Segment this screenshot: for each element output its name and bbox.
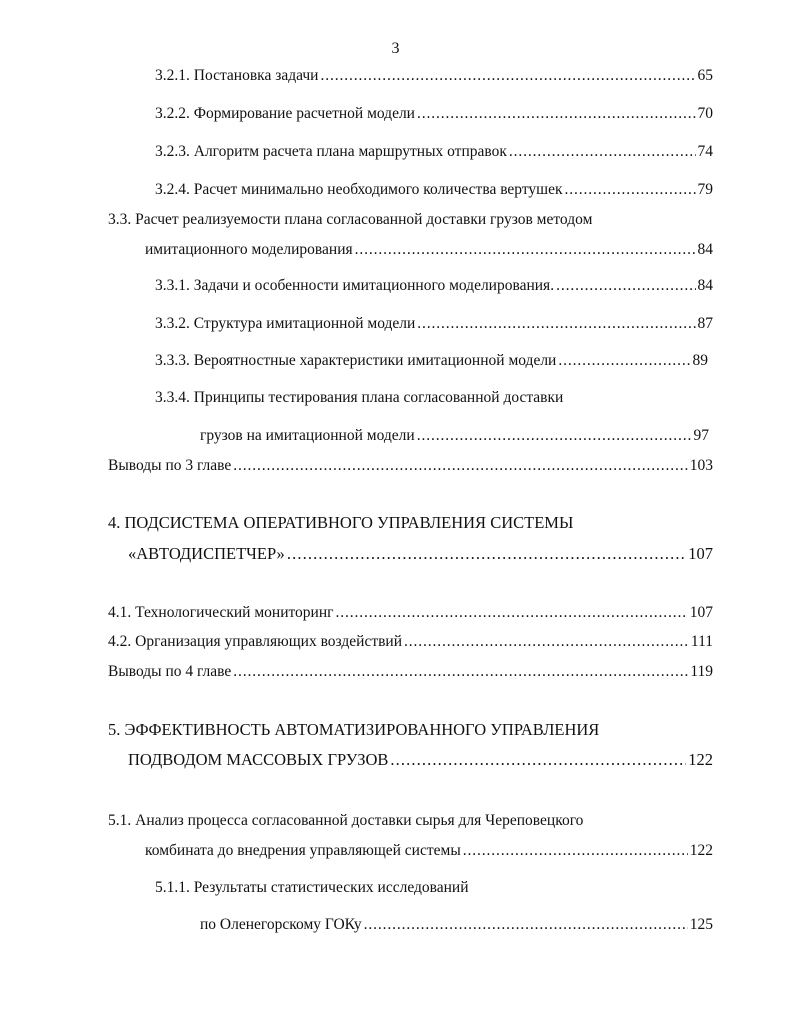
toc-leader [556,276,695,296]
toc-entry-title: «АВТОДИСПЕТЧЕР» [128,544,285,563]
toc-chapter-5 [128,750,713,770]
toc-leader [336,603,688,623]
toc-entry-page: 84 [697,277,713,294]
toc-entry-page: 89 [692,352,708,369]
toc-leader [417,314,695,334]
toc-entry-3-3-1 [155,276,713,296]
toc-leader [320,66,695,86]
toc-entry-title: 3.3.1. Задачи и особенности имитационного моделирования. [155,277,555,294]
toc-leader [233,662,688,682]
toc-leader [463,841,688,861]
toc-entry-page: 74 [697,143,713,160]
toc-entry-title: комбината до внедрения управляющей системы [145,842,461,859]
toc-entry-title: Выводы по 4 главе [108,663,232,680]
toc-entry-page: 107 [689,604,713,621]
toc-leader [364,915,688,935]
toc-entry-conclusions-4 [108,662,713,682]
toc-entry-page: 87 [697,315,713,332]
toc-entry-title: 3.2.2. Формирование расчетной модели [155,105,415,122]
toc-entry-3-2-2 [155,104,713,124]
toc-entry-title: ПОДВОДОМ МАССОВЫХ ГРУЗОВ [128,750,389,769]
toc-entry-4-2 [108,632,713,652]
toc-chapter-4 [128,544,713,564]
toc-entry-3-2-1 [155,66,713,86]
toc-entry-page: 70 [697,105,713,122]
toc-entry-page: 122 [689,842,713,859]
toc-entry-page: 103 [689,457,713,474]
toc-leader [233,456,687,476]
toc-entry-3-3-2 [155,314,713,334]
toc-leader [417,104,696,124]
toc-entry-title: 3.3.3. Вероятностные характеристики имитационной модели [155,352,557,369]
toc-entry-title: 4.1. Технологический мониторинг [108,604,334,621]
toc-entry-3-2-3 [155,142,713,162]
toc-entry-3-3 [145,240,713,260]
toc-entry-page: 107 [688,544,713,563]
toc-entry-page: 111 [690,633,713,650]
toc-leader [417,426,692,446]
toc-entry-title: 3.2.1. Постановка задачи [155,67,319,84]
toc-entry-5-1-1-title: 5.1.1. Результаты статистических исследований [155,879,469,896]
toc-leader [558,351,690,371]
toc-entry-page: 84 [697,241,713,258]
toc-entry-page: 97 [693,427,709,444]
toc-entry-page: 65 [697,67,713,84]
toc-entry-title: по Оленегорскому ГОКу [200,916,362,933]
toc-entry-3-3-3 [155,351,708,371]
toc-entry-title: 4.2. Организация управляющих воздействий [108,633,403,650]
toc-entry-title: имитационного моделирования [145,241,353,258]
toc-leader [390,750,686,770]
toc-entry-3-3-title: 3.3. Расчет реализуемости плана согласованной доставки грузов методом [108,211,593,228]
toc-chapter-4-title: 4. ПОДСИСТЕМА ОПЕРАТИВНОГО УПРАВЛЕНИЯ СИСТЕМЫ [108,513,574,532]
toc-entry-page: 119 [690,663,713,680]
page-number: 3 [391,40,400,57]
toc-entry-5-1-title: 5.1. Анализ процесса согласованной доставки сырья для Череповецкого [108,812,584,829]
toc-entry-3-3-4-title: 3.3.4. Принципы тестирования плана согласованной доставки [155,389,564,406]
toc-entry-page: 79 [697,181,713,198]
toc-leader [404,632,689,652]
toc-leader [509,142,696,162]
toc-entry-title: 3.2.4. Расчет минимально необходимого количества вертушек [155,181,563,198]
toc-entry-conclusions-3 [108,456,713,476]
toc-entry-title: 3.2.3. Алгоритм расчета плана маршрутных отправок [155,143,507,160]
toc-entry-5-1-1 [200,915,713,935]
toc-entry-page: 125 [689,916,713,933]
toc-leader [355,240,696,260]
toc-entry-5-1 [145,841,713,861]
toc-entry-title: Выводы по 3 главе [108,457,232,474]
toc-entry-4-1 [108,603,713,623]
toc-chapter-5-title: 5. ЭФФЕКТИВНОСТЬ АВТОМАТИЗИРОВАННОГО УПРАВЛЕНИЯ [108,720,600,739]
toc-entry-title: 3.3.2. Структура имитационной модели [155,315,416,332]
toc-entry-3-3-4 [200,426,709,446]
toc-entry-3-2-4 [155,180,713,200]
toc-entry-page: 122 [688,750,713,769]
toc-leader [287,544,686,564]
toc-leader [565,180,696,200]
toc-entry-title: грузов на имитационной модели [200,427,415,444]
